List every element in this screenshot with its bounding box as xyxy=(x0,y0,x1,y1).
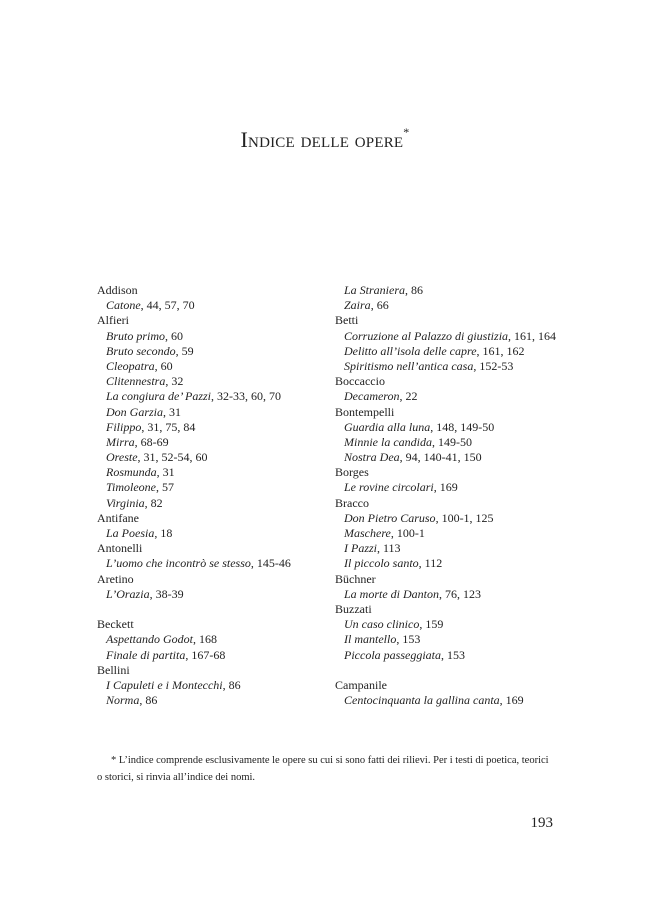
page-number: 193 xyxy=(530,815,553,831)
author-name: Aretino xyxy=(97,571,134,586)
work-entry xyxy=(335,420,585,435)
work-entry xyxy=(335,587,585,602)
work-entry xyxy=(97,632,332,647)
work-title: Catone xyxy=(106,298,141,313)
work-title: Un caso clinico xyxy=(344,617,420,632)
work-pages: , 169 xyxy=(499,693,524,708)
work-pages: , 31, 52-54, 60 xyxy=(137,450,208,465)
work-entry xyxy=(97,329,332,344)
work-entry xyxy=(335,648,585,663)
index-entry xyxy=(97,541,332,571)
author-name: Alfieri xyxy=(97,313,129,328)
work-entry xyxy=(335,693,585,708)
work-entry xyxy=(335,511,585,526)
work-pages: , 57 xyxy=(156,480,174,495)
work-pages: , 60 xyxy=(154,358,173,373)
index-entry xyxy=(97,663,332,709)
author-name: Buzzati xyxy=(335,601,372,616)
work-entry xyxy=(335,632,585,647)
work-title: Il piccolo santo xyxy=(344,556,419,571)
work-title: Don Garzia xyxy=(106,404,164,419)
index-column-right xyxy=(335,283,585,708)
work-entry xyxy=(335,617,585,632)
work-pages: , 31, 75, 84 xyxy=(141,419,196,434)
work-pages: , 59 xyxy=(175,343,194,358)
work-title: L’Orazia xyxy=(106,586,150,601)
author-name: Bracco xyxy=(335,495,369,510)
work-pages: , 86 xyxy=(222,677,241,692)
work-title: Corruzione al Palazzo di giustizia xyxy=(344,328,509,343)
index-entry xyxy=(335,405,585,466)
work-title: Timoleone xyxy=(106,480,156,495)
work-entry xyxy=(97,405,332,420)
work-title: La congiura de’ Pazzi xyxy=(106,389,211,404)
work-entry xyxy=(335,480,585,495)
author-name: Antonelli xyxy=(97,541,143,556)
work-title: Bruto primo xyxy=(106,328,166,343)
work-pages: , 32-33, 60, 70 xyxy=(211,389,281,404)
index-entry xyxy=(335,465,585,495)
work-title: Decameron xyxy=(344,389,400,404)
work-entry xyxy=(335,298,585,313)
work-title: Don Pietro Caruso xyxy=(344,510,436,525)
work-title: La Poesia xyxy=(106,526,155,540)
work-title: L’uomo che incontrò se stesso xyxy=(106,556,251,571)
author-name: Bellini xyxy=(97,662,130,677)
work-entry xyxy=(97,678,332,693)
work-entry xyxy=(97,450,332,465)
work-title: Guardia alla luna xyxy=(344,419,431,434)
work-entry xyxy=(97,480,332,495)
author-name: Bontempelli xyxy=(335,404,395,419)
index-entry xyxy=(335,283,585,313)
work-entry xyxy=(335,556,585,571)
work-entry xyxy=(97,389,332,404)
work-entry xyxy=(97,465,332,480)
work-pages: , 38-39 xyxy=(149,586,184,601)
work-pages: , 112 xyxy=(418,556,443,571)
work-title: Norma xyxy=(106,693,140,708)
work-title: Piccola passeggiata xyxy=(344,647,441,662)
work-pages: , 161, 162 xyxy=(476,343,525,358)
work-entry xyxy=(97,648,332,663)
work-title: Clitennestra xyxy=(106,374,166,389)
author-name: Betti xyxy=(335,313,359,328)
work-entry xyxy=(97,496,332,511)
index-entry xyxy=(335,496,585,572)
work-title: Oreste xyxy=(106,450,138,465)
work-pages: , 18 xyxy=(154,526,173,540)
work-pages: , 145-46 xyxy=(250,556,291,571)
work-entry xyxy=(97,587,332,602)
index-entry xyxy=(335,374,585,404)
work-entry xyxy=(97,435,332,450)
work-pages: , 44, 57, 70 xyxy=(140,298,195,313)
work-title: Minnie la candida xyxy=(344,434,432,449)
work-pages: , 60 xyxy=(165,328,184,343)
work-entry xyxy=(97,420,332,435)
index-column-left xyxy=(97,283,332,708)
work-entry xyxy=(97,374,332,389)
work-title: Rosmunda xyxy=(106,465,157,480)
footnote-marker: * xyxy=(403,125,410,139)
work-pages: , 82 xyxy=(144,495,163,510)
work-entry xyxy=(335,359,585,374)
work-title: Maschere xyxy=(344,526,391,540)
work-entry xyxy=(97,556,332,571)
work-entry xyxy=(97,359,332,374)
index-entry xyxy=(335,313,585,374)
author-name: Borges xyxy=(335,465,369,480)
work-entry xyxy=(335,526,585,541)
author-name: Addison xyxy=(97,283,138,297)
work-pages: , 94, 140-41, 150 xyxy=(399,450,482,465)
work-title: La Straniera xyxy=(344,283,406,297)
work-entry xyxy=(97,693,332,708)
work-title: Cleopatra xyxy=(106,358,155,373)
index-entry xyxy=(97,283,332,313)
work-pages: , 31 xyxy=(163,404,182,419)
author-name: Campanile xyxy=(335,677,387,692)
work-entry xyxy=(335,389,585,404)
work-title: Il mantello xyxy=(344,632,397,647)
work-title: I Pazzi xyxy=(344,541,377,556)
author-name: Boccaccio xyxy=(335,374,385,389)
author-name: Beckett xyxy=(97,617,134,632)
work-pages: , 31 xyxy=(156,465,175,480)
work-pages: , 113 xyxy=(377,541,401,556)
author-name: Antifane xyxy=(97,510,139,525)
work-pages: , 66 xyxy=(370,298,389,313)
work-title: Delitto all’isola delle capre xyxy=(344,343,477,358)
work-entry xyxy=(335,450,585,465)
work-entry xyxy=(97,344,332,359)
work-title: Virginia xyxy=(106,495,145,510)
work-entry xyxy=(335,541,585,556)
author-name: Büchner xyxy=(335,571,376,586)
work-entry xyxy=(97,526,332,541)
work-pages: , 32 xyxy=(165,374,184,389)
work-title: Finale di partita xyxy=(106,647,186,662)
work-pages: , 100-1, 125 xyxy=(435,510,494,525)
work-title: Filippo xyxy=(106,419,142,434)
work-title: Nostra Dea xyxy=(344,450,400,465)
work-pages: , 153 xyxy=(440,647,465,662)
index-entry xyxy=(97,313,332,510)
work-entry xyxy=(335,435,585,450)
work-title: Aspettando Godot xyxy=(106,632,193,647)
work-title: Centocinquanta la gallina canta xyxy=(344,693,500,708)
work-entry xyxy=(335,283,585,298)
work-pages: , 149-50 xyxy=(431,434,472,449)
work-entry xyxy=(97,298,332,313)
work-title: Bruto secondo xyxy=(106,343,176,358)
index-entry xyxy=(335,678,585,708)
work-title: Mirra xyxy=(106,434,135,449)
index-entry xyxy=(335,602,585,663)
index-entry xyxy=(97,617,332,663)
work-pages: , 167-68 xyxy=(185,647,226,662)
work-pages: , 100-1 xyxy=(390,526,425,540)
index-entry xyxy=(97,572,332,602)
work-pages: , 22 xyxy=(399,389,418,404)
work-title: I Capuleti e i Montecchi xyxy=(106,677,223,692)
work-pages: , 169 xyxy=(433,480,458,495)
work-pages: , 148, 149-50 xyxy=(430,419,495,434)
work-pages: , 152-53 xyxy=(473,358,514,373)
index-entry xyxy=(97,511,332,541)
work-title: La morte di Danton xyxy=(344,586,440,601)
page-title-text: Indice delle opere xyxy=(240,127,404,152)
work-pages: , 159 xyxy=(419,617,444,632)
footnote: * L’indice comprende esclusivamente le opere su cui si sono fatti dei rilievi. Per i testi di poetica, teorici o storici, si rinvia all’indice dei nomi. xyxy=(97,755,549,783)
work-title: Zaira xyxy=(344,298,371,313)
work-pages: , 168 xyxy=(193,632,217,647)
work-pages: , 86 xyxy=(405,283,424,297)
page-title xyxy=(0,127,650,153)
work-pages: , 68-69 xyxy=(134,434,169,449)
index-entry xyxy=(335,572,585,602)
work-pages: , 86 xyxy=(139,693,158,708)
work-pages: , 76, 123 xyxy=(439,586,482,601)
work-title: Spiritismo nell’antica casa xyxy=(344,358,474,373)
work-pages: , 161, 164 xyxy=(508,328,557,343)
work-title: Le rovine circolari xyxy=(344,480,434,495)
work-pages: , 153 xyxy=(396,632,421,647)
work-entry xyxy=(335,344,585,359)
work-entry xyxy=(335,329,585,344)
